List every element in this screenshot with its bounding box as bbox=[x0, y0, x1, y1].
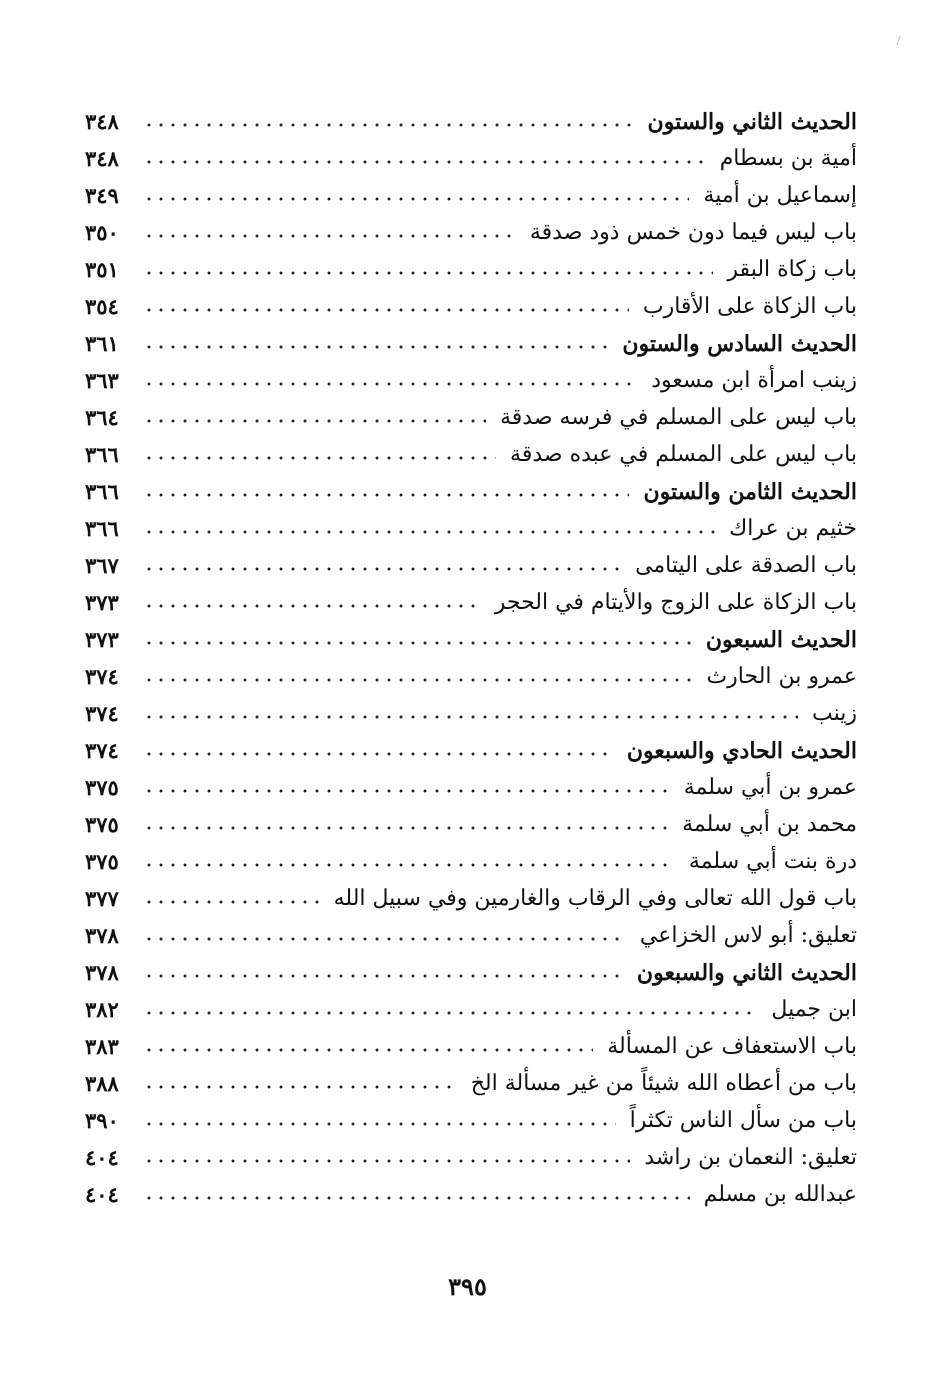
toc-entry-row bbox=[85, 806, 857, 843]
entry-title: تعليق: النعمان بن راشد bbox=[644, 1144, 857, 1170]
entry-page-number: ٣٩٠ bbox=[85, 1108, 119, 1133]
entry-page-number: ٣٧٨ bbox=[85, 960, 119, 985]
toc-entry-row bbox=[85, 177, 857, 214]
entry-page-number: ٣٧٧ bbox=[85, 886, 119, 911]
entry-title: باب من أعطاه الله شيئاً من غير مسألة الخ bbox=[470, 1070, 857, 1096]
dot-leader bbox=[143, 712, 798, 722]
entry-page-number: ٣٧٥ bbox=[85, 812, 119, 837]
entry-title: تعليق: أبو لاس الخزاعي bbox=[639, 922, 857, 948]
entry-page-number: ٣٨٢ bbox=[85, 997, 119, 1022]
dot-leader bbox=[143, 1008, 757, 1018]
entry-page-number: ٣٦٦ bbox=[85, 479, 119, 504]
dot-leader bbox=[143, 305, 629, 315]
entry-page-number: ٣٦٣ bbox=[85, 368, 119, 393]
entry-title: باب ليس فيما دون خمس ذود صدقة bbox=[529, 219, 857, 245]
entry-title: باب ليس على المسلم في عبده صدقة bbox=[510, 441, 857, 467]
toc-entry-row bbox=[85, 991, 857, 1028]
entry-page-number: ٣٧٣ bbox=[85, 627, 119, 652]
dot-leader bbox=[143, 268, 713, 278]
entry-page-number: ٤٠٤ bbox=[85, 1145, 119, 1170]
dot-leader bbox=[143, 1045, 593, 1055]
entry-page-number: ٣٤٩ bbox=[85, 183, 119, 208]
dot-leader bbox=[143, 1193, 690, 1203]
toc-entry-row bbox=[85, 769, 857, 806]
toc-entry-row bbox=[85, 584, 857, 621]
entry-page-number: ٣٦٤ bbox=[85, 405, 119, 430]
entry-title: الحديث الثاني والستون bbox=[647, 108, 857, 135]
table-of-contents bbox=[85, 103, 857, 1213]
entry-title: محمد بن أبي سلمة bbox=[682, 811, 857, 837]
entry-page-number: ٣٥٤ bbox=[85, 294, 119, 319]
dot-leader bbox=[143, 453, 496, 463]
dot-leader bbox=[143, 823, 668, 833]
entry-title: باب من سأل الناس تكثراً bbox=[629, 1107, 857, 1133]
entry-page-number: ٣٤٨ bbox=[85, 146, 119, 171]
entry-title: الحديث الثامن والستون bbox=[643, 478, 857, 505]
toc-heading-row bbox=[85, 621, 857, 658]
toc-entry-row bbox=[85, 547, 857, 584]
dot-leader bbox=[143, 416, 486, 426]
dot-leader bbox=[143, 1082, 457, 1092]
entry-title: باب الاستعفاف عن المسألة bbox=[607, 1033, 857, 1059]
dot-leader bbox=[143, 675, 692, 685]
toc-entry-row bbox=[85, 695, 857, 732]
entry-page-number: ٣٦٧ bbox=[85, 553, 119, 578]
dot-leader bbox=[143, 379, 637, 389]
dot-leader bbox=[143, 1156, 630, 1166]
toc-entry-row bbox=[85, 362, 857, 399]
entry-page-number: ٣٨٣ bbox=[85, 1034, 119, 1059]
dot-leader bbox=[143, 897, 320, 907]
dot-leader bbox=[143, 786, 670, 796]
page-number: ٣٩٥ bbox=[448, 1272, 487, 1301]
dot-leader bbox=[143, 934, 626, 944]
entry-page-number: ٣٧٣ bbox=[85, 590, 119, 615]
entry-page-number: ٣٤٨ bbox=[85, 109, 119, 134]
entry-title: أمية بن بسطام bbox=[719, 145, 857, 171]
dot-leader bbox=[143, 231, 516, 241]
dot-leader bbox=[143, 601, 481, 611]
scan-mark bbox=[896, 35, 904, 46]
toc-heading-row bbox=[85, 954, 857, 991]
toc-entry-row bbox=[85, 510, 857, 547]
dot-leader bbox=[143, 638, 692, 648]
entry-page-number: ٣٧٥ bbox=[85, 849, 119, 874]
toc-entry-row bbox=[85, 436, 857, 473]
dot-leader bbox=[143, 490, 629, 500]
toc-entry-row bbox=[85, 658, 857, 695]
dot-leader bbox=[143, 157, 706, 167]
entry-title: عمرو بن الحارث bbox=[706, 663, 857, 689]
entry-page-number: ٣٥٠ bbox=[85, 220, 119, 245]
entry-title: ابن جميل bbox=[771, 996, 857, 1022]
entry-title: عمرو بن أبي سلمة bbox=[683, 774, 857, 800]
entry-page-number: ٣٨٨ bbox=[85, 1071, 119, 1096]
entry-title: باب قول الله تعالى وفي الرقاب والغارمين وفي سبيل الله bbox=[333, 885, 857, 911]
toc-entry-row bbox=[85, 843, 857, 880]
entry-page-number: ٣٧٥ bbox=[85, 775, 119, 800]
entry-page-number: ٣٦٦ bbox=[85, 516, 119, 541]
dot-leader bbox=[143, 564, 621, 574]
entry-title: إسماعيل بن أمية bbox=[703, 182, 857, 208]
toc-entry-row bbox=[85, 214, 857, 251]
dot-leader bbox=[143, 971, 623, 981]
entry-title: درة بنت أبي سلمة bbox=[688, 848, 857, 874]
toc-entry-row bbox=[85, 1176, 857, 1213]
entry-page-number: ٣٧٤ bbox=[85, 664, 119, 689]
toc-entry-row bbox=[85, 880, 857, 917]
dot-leader bbox=[143, 120, 634, 130]
entry-title: باب زكاة البقر bbox=[727, 256, 857, 282]
dot-leader bbox=[143, 1119, 616, 1129]
entry-title: باب الزكاة على الأقارب bbox=[642, 293, 857, 319]
toc-entry-row bbox=[85, 1028, 857, 1065]
entry-title: الحديث الحادي والسبعون bbox=[626, 737, 857, 764]
toc-entry-row bbox=[85, 399, 857, 436]
toc-entry-row bbox=[85, 1065, 857, 1102]
entry-page-number: ٣٦١ bbox=[85, 331, 119, 356]
toc-entry-row bbox=[85, 288, 857, 325]
entry-title: الحديث السبعون bbox=[705, 626, 857, 653]
entry-title: باب الزكاة على الزوج والأيتام في الحجر bbox=[494, 589, 857, 615]
entry-page-number: ٤٠٤ bbox=[85, 1182, 119, 1207]
toc-entry-row bbox=[85, 1102, 857, 1139]
entry-title: الحديث السادس والستون bbox=[622, 330, 857, 357]
entry-title: زينب bbox=[812, 700, 857, 726]
toc-heading-row bbox=[85, 103, 857, 140]
entry-title: عبدالله بن مسلم bbox=[703, 1181, 857, 1207]
dot-leader bbox=[143, 527, 715, 537]
toc-entry-row bbox=[85, 1139, 857, 1176]
toc-entry-row bbox=[85, 917, 857, 954]
entry-title: زينب امرأة ابن مسعود bbox=[651, 367, 857, 393]
entry-title: باب ليس على المسلم في فرسه صدقة bbox=[500, 404, 857, 430]
toc-entry-row bbox=[85, 140, 857, 177]
toc-heading-row bbox=[85, 325, 857, 362]
entry-title: خثيم بن عراك bbox=[729, 515, 857, 541]
dot-leader bbox=[143, 860, 675, 870]
entry-page-number: ٣٥١ bbox=[85, 257, 119, 282]
toc-entry-row bbox=[85, 251, 857, 288]
entry-page-number: ٣٦٦ bbox=[85, 442, 119, 467]
dot-leader bbox=[143, 342, 608, 352]
entry-page-number: ٣٧٤ bbox=[85, 738, 119, 763]
toc-heading-row bbox=[85, 732, 857, 769]
entry-title: الحديث الثاني والسبعون bbox=[636, 959, 857, 986]
dot-leader bbox=[143, 749, 613, 759]
entry-page-number: ٣٧٨ bbox=[85, 923, 119, 948]
toc-heading-row bbox=[85, 473, 857, 510]
dot-leader bbox=[143, 194, 689, 204]
entry-page-number: ٣٧٤ bbox=[85, 701, 119, 726]
entry-title: باب الصدقة على اليتامى bbox=[635, 552, 857, 578]
